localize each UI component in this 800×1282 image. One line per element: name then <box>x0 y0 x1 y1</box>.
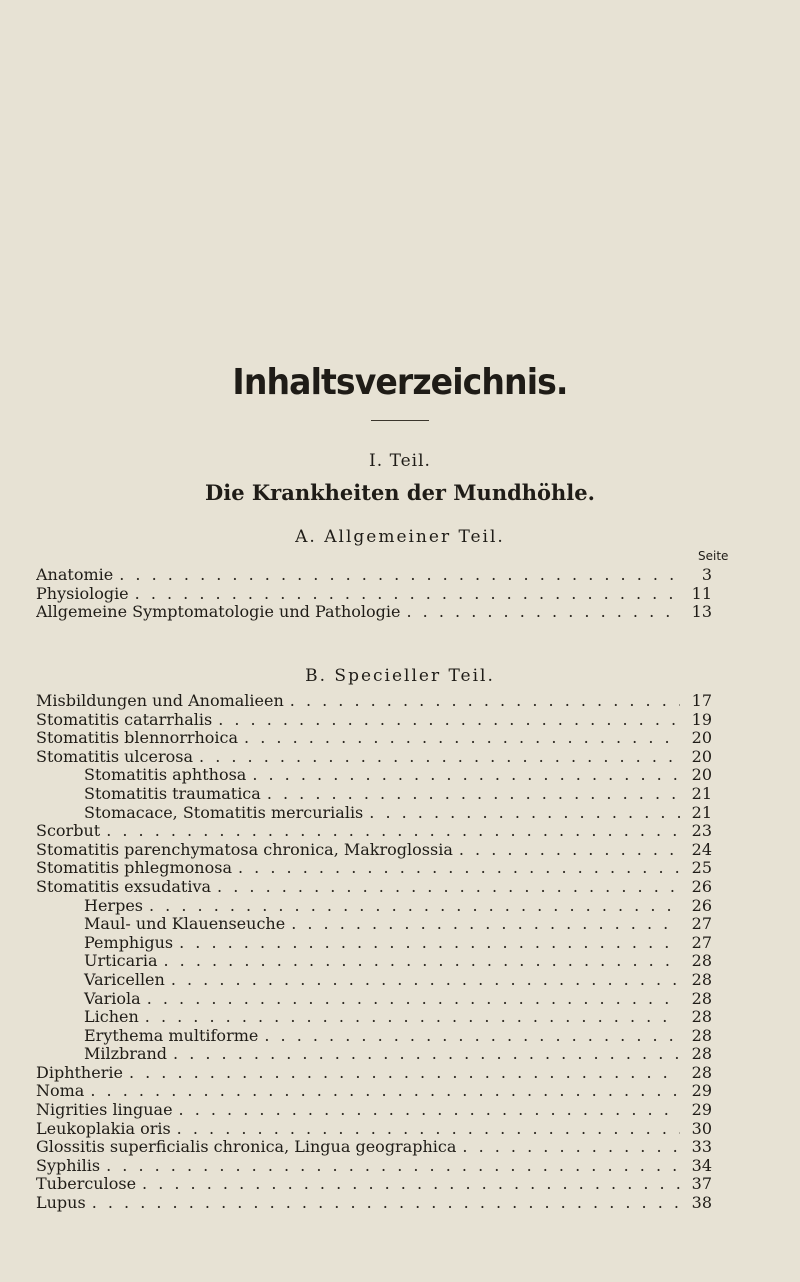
section-b-heading: B. Specieller Teil. <box>305 666 495 686</box>
toc-entry-label: Stomatitis parenchymatosa chronica, Makroglossia <box>36 840 453 859</box>
toc-entry-label: Noma <box>36 1082 85 1101</box>
toc-entry <box>36 804 712 823</box>
toc-entry-label: Leukoplakia oris <box>36 1119 171 1138</box>
toc-entry-label: Physiologie <box>36 584 129 603</box>
dot-leader <box>267 785 680 804</box>
dot-leader <box>238 859 680 878</box>
dot-leader <box>106 822 680 841</box>
toc-entry <box>36 1082 712 1101</box>
toc-entry-label: Stomatitis aphthosa <box>84 766 247 785</box>
toc-entry-page: 29 <box>691 1101 712 1120</box>
dot-leader <box>147 990 680 1009</box>
toc-entry-label: Syphilis <box>36 1156 101 1175</box>
toc-entry-label: Tuberculose <box>36 1175 137 1194</box>
section-b-list <box>36 692 712 1213</box>
toc-entry-label: Pemphigus <box>84 933 174 952</box>
toc-entry-label: Allgemeine Symptomatologie und Pathologie <box>36 603 401 622</box>
toc-entry-page: 38 <box>691 1194 712 1213</box>
toc-entry <box>36 585 712 604</box>
toc-entry-page: 21 <box>691 784 712 803</box>
toc-entry-page: 28 <box>691 989 712 1008</box>
dot-leader <box>199 748 680 767</box>
toc-entry-page: 28 <box>691 952 712 971</box>
toc-entry <box>36 1064 712 1083</box>
dot-leader <box>106 1157 680 1176</box>
toc-entry-page: 23 <box>691 822 712 841</box>
part-subtitle: Die Krankheiten der Mundhöhle. <box>205 480 595 505</box>
dot-leader <box>244 729 680 748</box>
toc-entry <box>36 1008 712 1027</box>
toc-entry <box>36 766 712 785</box>
dot-leader <box>462 1138 680 1157</box>
toc-entry-page: 26 <box>691 877 712 896</box>
dot-leader <box>407 603 681 622</box>
dot-leader <box>290 692 680 711</box>
toc-entry <box>36 1101 712 1120</box>
toc-entry-label: Anatomie <box>36 566 114 584</box>
toc-entry-page: 13 <box>691 603 712 622</box>
toc-entry <box>36 841 712 860</box>
toc-entry-page: 20 <box>691 729 712 748</box>
toc-entry-page: 33 <box>691 1138 712 1157</box>
dot-leader <box>135 585 680 604</box>
toc-entry-label: Stomatitis ulcerosa <box>36 747 194 766</box>
dot-leader <box>291 915 680 934</box>
toc-entry-label: Urticaria <box>84 952 158 971</box>
toc-entry <box>36 915 712 934</box>
dot-leader <box>173 1045 680 1064</box>
dot-leader <box>142 1175 680 1194</box>
toc-entry-label: Stomacace, Stomatitis mercurialis <box>84 803 364 822</box>
toc-entry <box>36 822 712 841</box>
dot-leader <box>264 1027 680 1046</box>
toc-entry-label: Stomatitis exsudativa <box>36 877 212 896</box>
toc-entry-page: 37 <box>691 1175 712 1194</box>
dot-leader <box>163 952 680 971</box>
part-label: I. Teil. <box>369 451 431 471</box>
toc-entry <box>36 1045 712 1064</box>
toc-entry <box>36 1175 712 1194</box>
toc-entry <box>36 1138 712 1157</box>
dot-leader <box>90 1082 680 1101</box>
toc-entry-page: 24 <box>691 840 712 859</box>
dot-leader <box>459 841 680 860</box>
toc-entry-page: 28 <box>691 970 712 989</box>
toc-entry <box>36 934 712 953</box>
toc-entry-label: Variola <box>84 989 141 1008</box>
toc-entry-page: 20 <box>691 747 712 766</box>
dot-leader <box>119 566 680 585</box>
toc-entry-label: Diphtherie <box>36 1063 123 1082</box>
toc-entry-label: Scorbut <box>36 822 101 841</box>
toc-entry <box>36 1194 712 1213</box>
toc-entry-label: Stomatitis blennorrhoica <box>36 729 239 748</box>
toc-entry-page: 34 <box>691 1156 712 1175</box>
toc-entry <box>36 878 712 897</box>
toc-entry-page: 27 <box>691 915 712 934</box>
toc-entry-page: 20 <box>691 766 712 785</box>
page-column-header: Seite <box>698 549 729 563</box>
toc-entry-page: 17 <box>691 692 712 710</box>
toc-entry-label: Nigrities linguae <box>36 1101 173 1120</box>
toc-entry <box>36 748 712 767</box>
dot-leader <box>218 711 680 730</box>
dot-leader <box>217 878 680 897</box>
toc-entry-page: 28 <box>691 1063 712 1082</box>
toc-entry-page: 30 <box>691 1119 712 1138</box>
section-a-heading: A. Allgemeiner Teil. <box>295 527 505 547</box>
dot-leader <box>179 1101 680 1120</box>
toc-entry <box>36 711 712 730</box>
toc-entry-label: Erythema multiforme <box>84 1026 259 1045</box>
toc-entry-page: 29 <box>691 1082 712 1101</box>
toc-entry <box>36 785 712 804</box>
toc-entry <box>36 1157 712 1176</box>
toc-entry-page: 3 <box>701 566 712 584</box>
toc-entry <box>36 603 712 622</box>
toc-entry <box>36 990 712 1009</box>
toc-entry-label: Milzbrand <box>84 1045 168 1064</box>
toc-entry-page: 28 <box>691 1026 712 1045</box>
title-rule <box>371 420 429 421</box>
toc-entry-label: Stomatitis phlegmonosa <box>36 859 232 878</box>
dot-leader <box>177 1120 680 1139</box>
dot-leader <box>145 1008 680 1027</box>
toc-entry-page: 26 <box>691 896 712 915</box>
toc-entry-page: 19 <box>691 710 712 729</box>
toc-entry <box>36 952 712 971</box>
toc-entry-label: Varicellen <box>84 970 165 989</box>
dot-leader <box>179 934 680 953</box>
toc-entry <box>36 897 712 916</box>
toc-entry <box>36 692 712 711</box>
toc-entry-page: 25 <box>691 859 712 878</box>
toc-entry-page: 11 <box>691 584 712 603</box>
toc-entry-page: 27 <box>691 933 712 952</box>
section-a-list <box>36 566 712 622</box>
toc-entry <box>36 1027 712 1046</box>
toc-entry <box>36 971 712 990</box>
toc-entry-label: Misbildungen und Anomalieen <box>36 692 284 710</box>
dot-leader <box>129 1064 680 1083</box>
dot-leader <box>149 897 680 916</box>
toc-entry <box>36 1120 712 1139</box>
dot-leader <box>252 766 680 785</box>
toc-entry-label: Stomatitis traumatica <box>84 784 261 803</box>
toc-entry-page: 28 <box>691 1045 712 1064</box>
toc-entry <box>36 566 712 585</box>
toc-entry-page: 21 <box>691 803 712 822</box>
dot-leader <box>92 1194 680 1213</box>
toc-entry-page: 28 <box>691 1008 712 1027</box>
toc-entry-label: Stomatitis catarrhalis <box>36 710 213 729</box>
dot-leader <box>171 971 680 990</box>
toc-entry-label: Lichen <box>84 1008 139 1027</box>
page-title: Inhaltsverzeichnis. <box>232 362 568 403</box>
toc-entry-label: Lupus <box>36 1194 86 1213</box>
toc-entry-label: Glossitis superficialis chronica, Lingua geographica <box>36 1138 457 1157</box>
toc-entry <box>36 859 712 878</box>
dot-leader <box>369 804 680 823</box>
toc-entry-label: Maul- und Klauenseuche <box>84 915 286 934</box>
toc-entry <box>36 729 712 748</box>
toc-entry-label: Herpes <box>84 896 143 915</box>
